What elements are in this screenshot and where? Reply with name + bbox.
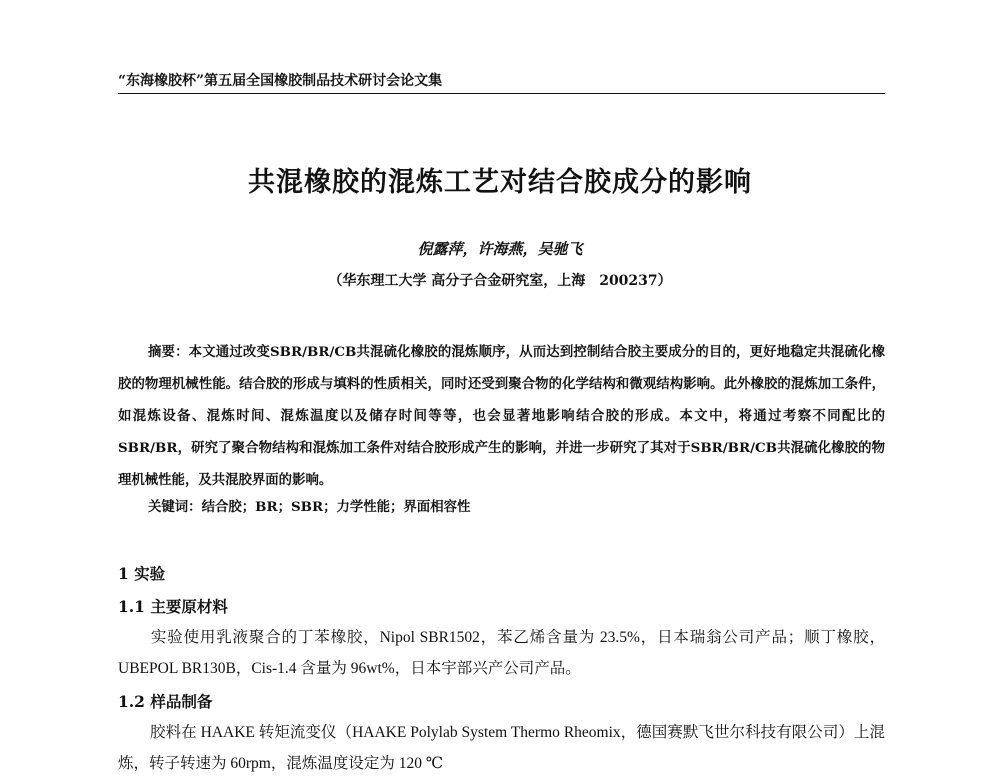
abstract-text: 本文通过改变SBR/BR/CB共混硫化橡胶的混炼顺序，从而达到控制结合胶主要成分的目的，更好地稳定共混硫化橡胶的物理机械性能。结合胶的形成与填料的性质相关，同时还受到聚合物的化学结构和微观结构影响。此外橡胶的混炼加工条件，如混炼设备、混炼时间、混炼温度以及储存时间等等，也会显著地影响结合胶的形成。本文中，将通过考察不同配比的SBR/BR，研究了聚合物结构和混炼加工条件对结合胶形成产生的影响，并进一步研究了其对于SBR/BR/CB共混硫化橡胶的物理机械性能，及共混胶界面的影响。: [118, 344, 885, 488]
abstract-paragraph: [118, 336, 885, 496]
paper-affiliation: （华东理工大学 高分子合金研究室，上海 200237）: [328, 273, 672, 289]
abstract-label: 摘要：: [148, 344, 189, 360]
section-1-1-text: 实验使用乳液聚合的丁苯橡胶，Nipol SBR1502，苯乙烯含量为 23.5%，日本瑞翁公司产品；顺丁橡胶，UBEPOL BR130B，Cis-1.4 含量为 96wt%，日本宇部兴产公司产品。: [118, 629, 885, 677]
section-1-2-paragraph: [118, 717, 885, 779]
running-header: “东海橡胶杯”第五届全国橡胶制品技术研讨会论文集: [118, 70, 885, 94]
abstract: [118, 336, 885, 496]
paper-authors: 倪露萍，许海燕，吴驰飞: [417, 240, 583, 258]
keywords-text: 结合胶；BR；SBR；力学性能；界面相容性: [201, 499, 471, 515]
section-heading-1-2: 1.2 样品制备: [118, 692, 213, 711]
section-1-1-paragraph: [118, 622, 885, 684]
section-1-2-text: 胶料在 HAAKE 转矩流变仪（HAAKE Polylab System Thermo Rheomix，德国赛默飞世尔科技有限公司）上混炼，转子转速为 60rpm，混炼温度设定为 120 ℃: [118, 724, 885, 772]
keywords-label: 关键词：: [148, 499, 202, 515]
keywords: [148, 496, 885, 515]
paper-title: 共混橡胶的混炼工艺对结合胶成分的影响: [248, 167, 752, 198]
section-heading-1-1: 1.1 主要原材料: [118, 597, 228, 616]
section-heading-1: 1 实验: [118, 564, 166, 583]
